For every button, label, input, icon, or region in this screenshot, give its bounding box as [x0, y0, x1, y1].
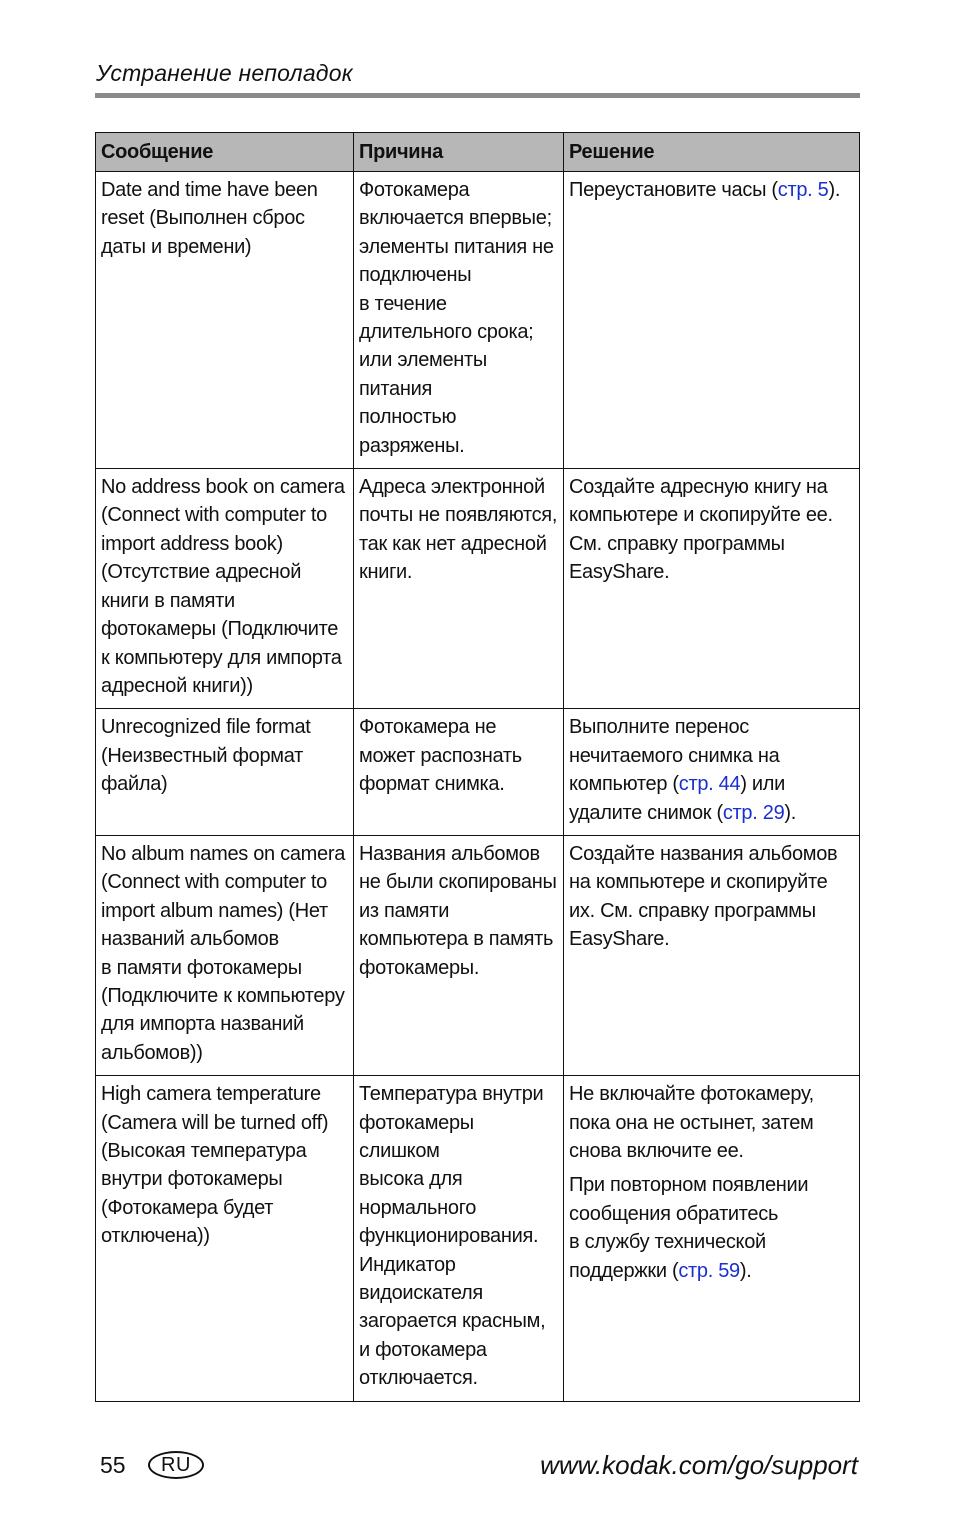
solution-text: Создайте адресную книгу на компьютере и скопируйте ее. См. справку программы EasyShare.	[569, 476, 833, 584]
solution-text-pre: Переустановите часы (	[569, 179, 778, 201]
message-cell	[96, 469, 354, 709]
troubleshooting-table	[95, 132, 860, 1402]
solution-cell	[564, 709, 860, 836]
cause-text: Фотокамера не может распознать формат снимка.	[359, 716, 522, 796]
solution-text-pre: При повторном появлении сообщения обратитесь в службу технической поддержки (	[569, 1174, 809, 1282]
solution-text	[569, 176, 855, 204]
message-text: High camera temperature (Camera will be turned off) (Высокая температура внутри фотокамеры (Фотокамера будет отключена))	[101, 1083, 329, 1248]
page-link-59[interactable]: стр. 59	[678, 1259, 740, 1282]
title-rule	[95, 93, 860, 98]
solution-text-post: ).	[784, 801, 797, 824]
page-number: 55	[100, 1452, 126, 1478]
header-cause: Причина	[354, 133, 564, 172]
cause-text: Температура внутри фотокамеры слишком высока для нормального функционирования. Индикатор видоискателя загорается красным, и фотокамера отключается.	[359, 1083, 546, 1390]
message-text: Date and time have been reset (Выполнен сброс даты и времени)	[101, 179, 318, 258]
table-row	[96, 469, 860, 709]
solution-cell	[564, 1076, 860, 1401]
header-solution: Решение	[564, 133, 860, 172]
cause-text: Названия альбомов не были скопированы из памяти компьютера в память фотокамеры.	[359, 842, 557, 979]
header-message: Сообщение	[96, 133, 354, 172]
table-row	[96, 1076, 860, 1401]
support-url[interactable]: www.kodak.com/go/support	[540, 1450, 858, 1480]
message-cell	[96, 709, 354, 836]
solution-text-post: ).	[739, 1259, 752, 1282]
page-link-44[interactable]: стр. 44	[678, 773, 741, 796]
solution-text-support	[569, 1171, 855, 1285]
page-link-5[interactable]: стр. 5	[777, 179, 829, 201]
language-badge: RU	[148, 1451, 204, 1479]
page-link-29[interactable]: стр. 29	[722, 801, 785, 824]
solution-text-post: ).	[828, 179, 841, 201]
solution-text-mid: ) или удалите снимок (	[569, 773, 786, 824]
cause-cell	[354, 835, 564, 1075]
message-cell	[96, 835, 354, 1075]
message-cell	[96, 172, 354, 469]
solution-text: Не включайте фотокамеру, пока она не остынет, затем снова включите ее.	[569, 1083, 814, 1162]
cause-cell	[354, 709, 564, 836]
solution-text-pre: Выполните перенос нечитаемого снимка на компьютер (	[569, 716, 780, 796]
cause-text: Адреса электронной почты не появляются, так как нет адресной книги.	[359, 476, 558, 584]
solution-text: Создайте названия альбомов на компьютере и скопируйте их. См. справку программы EasyShare.	[569, 842, 838, 951]
message-text: No address book on camera (Connect with computer to import address book) (Отсутствие адресной книги в памяти фотокамеры (Подключите к компьютеру для импорта адресной книги))	[101, 476, 345, 697]
solution-cell	[564, 172, 860, 469]
cause-text: Фотокамера включается впервые; элементы питания не подключены в течение длительного срока; или элементы питания полностью разряжены.	[359, 179, 554, 457]
cause-cell	[354, 172, 564, 469]
solution-cell	[564, 469, 860, 709]
cause-cell	[354, 469, 564, 709]
table-row	[96, 835, 860, 1075]
table-row	[96, 709, 860, 836]
section-title: Устранение неполадок	[96, 60, 353, 86]
solution-text	[569, 713, 855, 827]
cause-cell	[354, 1076, 564, 1401]
table-header-row	[96, 133, 860, 172]
table-row	[96, 172, 860, 469]
message-text: Unrecognized file format (Неизвестный формат файла)	[101, 716, 311, 796]
message-text: No album names on camera (Connect with computer to import album names) (Нет названий альбомов в памяти фотокамеры (Подключите к компьютеру для импорта названий альбомов))	[101, 842, 346, 1064]
solution-cell	[564, 835, 860, 1075]
message-cell	[96, 1076, 354, 1401]
